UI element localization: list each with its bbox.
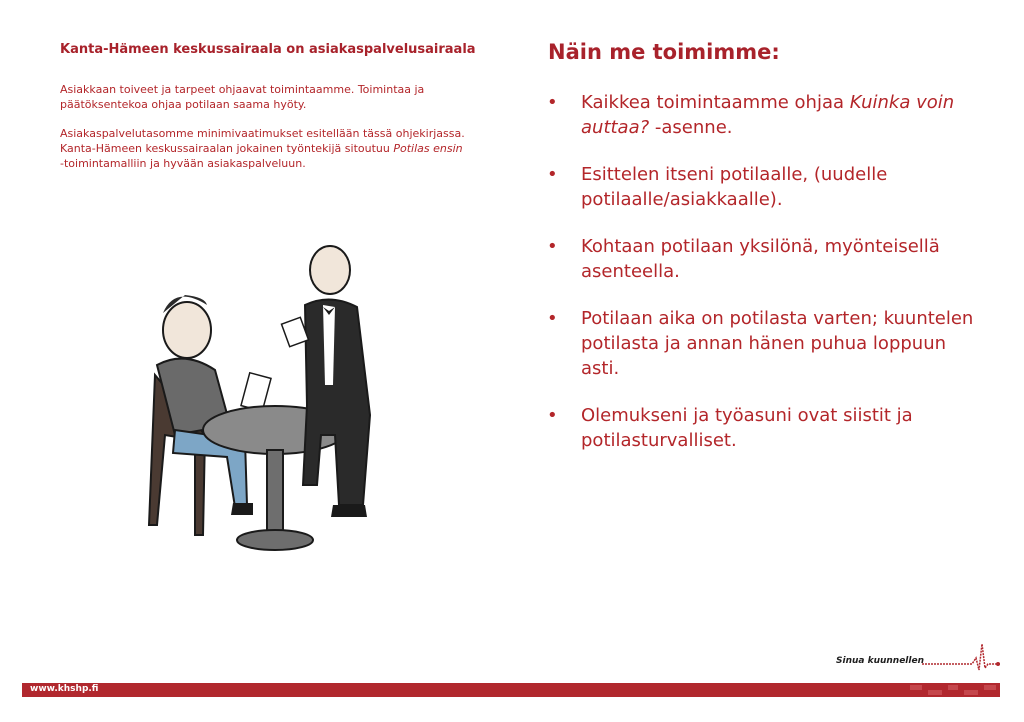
heartbeat-icon (922, 640, 1000, 672)
waiter-serving-customer-illustration (135, 235, 385, 565)
bullet-icon: • (547, 405, 558, 426)
list-item (545, 90, 985, 140)
bullet-text-start: Kaikkea toimintaamme ohjaa (581, 92, 850, 113)
right-heading: Näin me toimimme: (548, 40, 780, 64)
guidelines-list (545, 90, 985, 475)
commitment-paragraph (60, 126, 470, 171)
bullet-text-end: -asenne. (649, 117, 733, 138)
slogan: Sinua kuunnellen (836, 656, 924, 666)
left-heading: Kanta-Hämeen keskussairaala on asiakaspalvelusairaala (60, 42, 476, 57)
bullet-icon: • (547, 92, 558, 113)
list-item (545, 234, 985, 284)
commitment-model-name: Potilas ensin (393, 142, 463, 155)
footer-url-link[interactable]: www.khshp.fi (30, 684, 99, 694)
bullet-text: Olemukseni ja työasuni ovat siistit ja potilasturvalliset. (581, 405, 913, 451)
list-item (545, 403, 985, 453)
intro-paragraph: Asiakkaan toiveet ja tarpeet ohjaavat toimintaamme. Toimintaa ja päätöksentekoa ohjaa potilaan saama hyöty. (60, 83, 425, 111)
bullet-text: Potilaan aika on potilasta varten; kuuntelen potilasta ja annan hänen puhua loppuun asti. (581, 308, 974, 379)
bullet-text: Esittelen itseni potilaalle, (uudelle potilaalle/asiakkaalle). (581, 164, 888, 210)
bullet-emphasis: Kuinka voin auttaa? (581, 92, 955, 138)
commitment-text-end: -toimintamalliin ja hyvään asiakaspalveluun. (60, 157, 306, 170)
bullet-icon: • (547, 236, 558, 257)
commitment-text-start: Asiakaspalvelutasomme minimivaatimukset esitellään tässä ohjekirjassa. Kanta-Hämeen keskussairaalan jokainen työntekijä sitoutuu (60, 127, 465, 155)
list-item (545, 306, 985, 381)
footer-bar (22, 683, 1000, 697)
bullet-text: Kohtaan potilaan yksilönä, myönteisellä asenteella. (581, 236, 940, 282)
bullet-icon: • (547, 164, 558, 185)
list-item (545, 162, 985, 212)
bullet-icon: • (547, 308, 558, 329)
footer-pattern-icon (900, 683, 1000, 697)
